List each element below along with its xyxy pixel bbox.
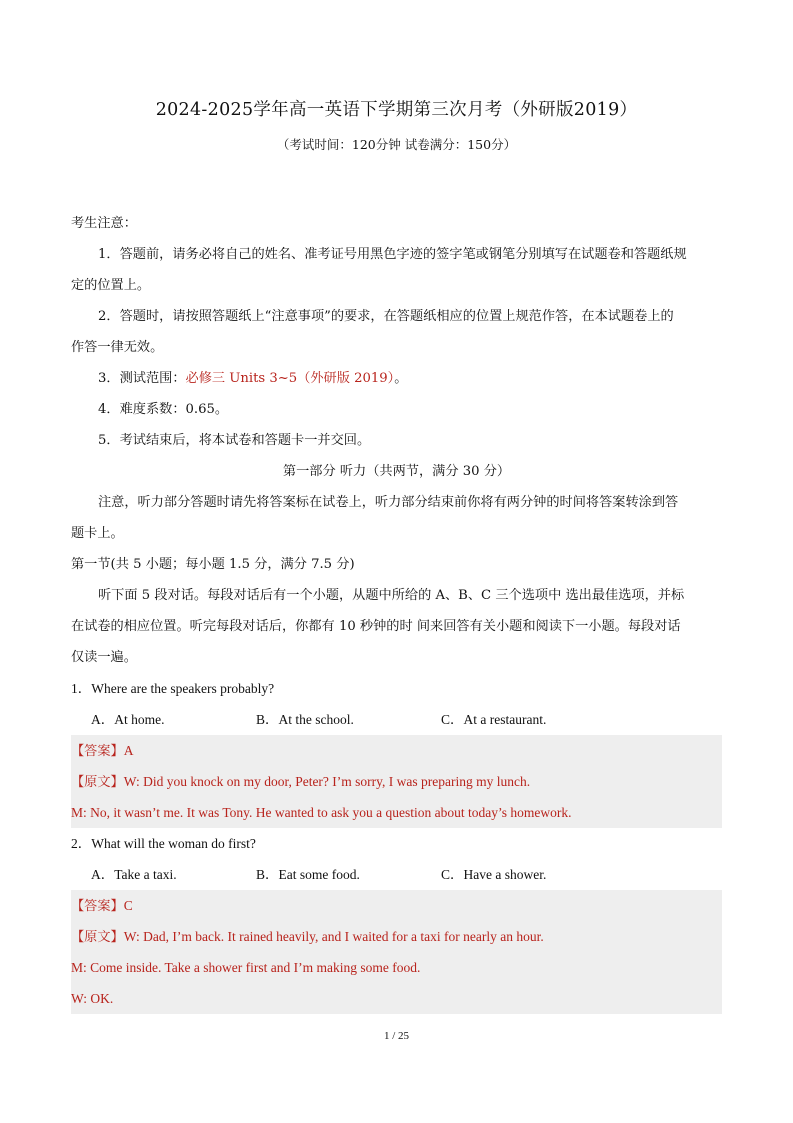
notice-heading: 考生注意： — [71, 216, 137, 231]
answer-label: 【答案】 — [71, 899, 124, 914]
notice-item-3-prefix: 3．测试范围： — [98, 371, 186, 386]
script-label: 【原文】 — [71, 775, 124, 790]
answer-value: A — [123, 743, 134, 758]
section1-instructions: 听下面 5 段对话。每段对话后有一个小题，从题中所给的 A、B、C 三个选项中 选出最佳选项，并标 — [98, 588, 685, 603]
question-2-option-c: C．Have a shower. — [441, 867, 547, 882]
question-2-option-b: B．Eat some food. — [256, 867, 360, 882]
question-1-option-a: A．At home. — [91, 712, 165, 727]
question-2-stem: 2．What will the woman do first? — [71, 836, 256, 851]
question-1-script-2: M: No, it wasn’t me. It was Tony. He wanted to ask you a question about today’s homework. — [71, 805, 572, 820]
part1-note: 注意，听力部分答题时请先将答案标在试卷上，听力部分结束前你将有两分钟的时间将答案转涂到答 — [98, 495, 679, 510]
test-scope: 必修三 Units 3~5（外研版 2019） — [185, 371, 395, 386]
exam-subtitle: （考试时间：120分钟 试卷满分：150分） — [276, 137, 517, 152]
question-1-stem: 1．Where are the speakers probably? — [71, 681, 275, 696]
script-label: 【原文】 — [71, 930, 124, 945]
script-line: W: Did you knock on my door, Peter? I’m sorry, I was preparing my lunch. — [123, 774, 531, 789]
notice-item-3 — [71, 363, 722, 394]
page-number: 1 / 25 — [383, 1030, 410, 1042]
part1-note-cont: 题卡上。 — [71, 526, 124, 541]
notice-item-1-cont: 定的位置上。 — [71, 278, 151, 293]
notice-item-4: 4．难度系数：0.65。 — [98, 402, 229, 417]
notice-item-5: 5．考试结束后，将本试卷和答题卡一并交回。 — [98, 433, 371, 448]
notice-item-2-cont: 作答一律无效。 — [71, 340, 164, 355]
script-line: W: Dad, I’m back. It rained heavily, and I waited for a taxi for nearly an hour. — [123, 929, 544, 944]
question-2-script-3: W: OK. — [71, 991, 114, 1006]
question-1-script-1 — [71, 766, 722, 797]
question-1-options — [71, 704, 722, 735]
question-1-answer — [71, 735, 722, 766]
section1-instructions-cont-2: 仅读一遍。 — [71, 650, 137, 665]
question-2-options — [71, 859, 722, 890]
section1-heading: 第一节(共 5 小题；每小题 1.5 分，满分 7.5 分) — [71, 557, 355, 572]
question-2-script-2: M: Come inside. Take a shower first and I’m making some food. — [71, 960, 421, 975]
question-1-answer-box — [71, 735, 722, 828]
question-2-answer — [71, 890, 722, 921]
answer-value: C — [123, 898, 133, 913]
exam-title: 2024-2025学年高一英语下学期第三次月考（外研版2019） — [155, 100, 638, 120]
exam-body — [71, 208, 722, 1014]
section1-instructions-cont-1: 在试卷的相应位置。听完每段对话后，你都有 10 秒钟的时 间来回答有关小题和阅读下一小题。每段对话 — [71, 619, 681, 634]
notice-item-3-suffix: 。 — [394, 371, 408, 386]
notice-item-2: 2．答题时，请按照答题纸上“注意事项”的要求，在答题纸相应的位置上规范作答，在本试题卷上的 — [98, 309, 674, 324]
notice-item-1: 1．答题前，请务必将自己的姓名、准考证号用黑色字迹的签字笔或钢笔分别填写在试题卷和答题纸规 — [98, 247, 687, 262]
question-1-option-b: B．At the school. — [256, 712, 354, 727]
question-2-answer-box — [71, 890, 722, 1014]
answer-label: 【答案】 — [71, 744, 124, 759]
question-2-script-1 — [71, 921, 722, 952]
part1-heading: 第一部分 听力（共两节，满分 30 分） — [282, 464, 511, 479]
question-1-option-c: C．At a restaurant. — [441, 712, 547, 727]
question-2-option-a: A．Take a taxi. — [91, 867, 177, 882]
